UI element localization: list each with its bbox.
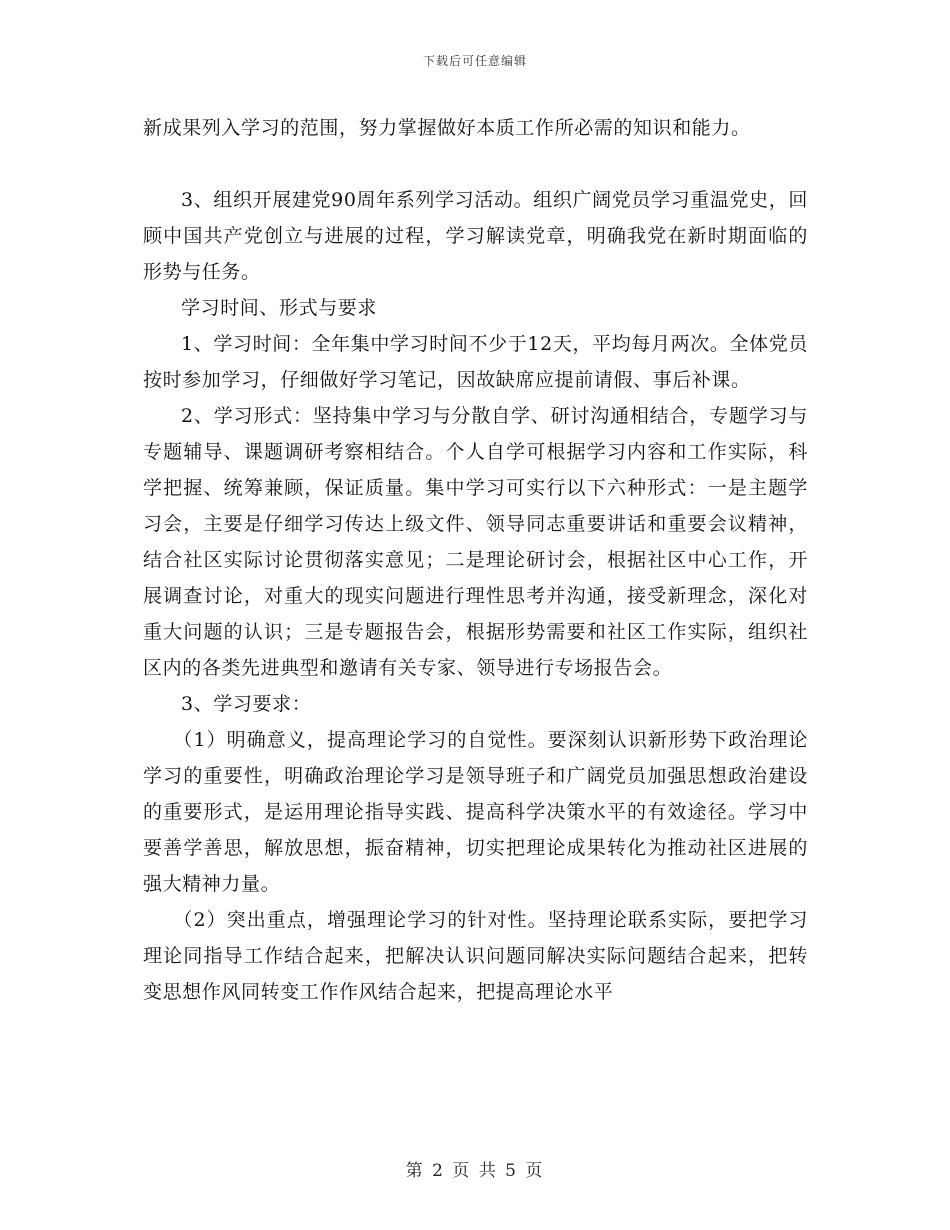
- paragraph-requirement-1: （1）明确意义，提高理论学习的自觉性。要深刻认识新形势下政治理论学习的重要性，明确政治理论学习是领导班子和广阔党员加强思想政治建设的重要形式，是运用理论指导实践、提高科学决策水平的有效途径。学习中要善学善思，解放思想，振奋精神，切实把理论成果转化为推动社区进展的强大精神力量。: [143, 729, 808, 895]
- paragraph-study-form: 2、学习形式：坚持集中学习与分散自学、研讨沟通相结合，专题学习与专题辅导、课题调研考察相结合。个人自学可根据学习内容和工作实际，科学把握、统筹兼顾，保证质量。集中学习可实行以下六种形式：一是主题学习会，主要是仔细学习传达上级文件、领导同志重要讲话和重要会议精神，结合社区实际讨论贯彻落实意见；二是理论研讨会，根据社区中心工作，开展调查讨论，对重大的现实问题进行理性思考并沟通，接受新理念，深化对重大问题的认识；三是专题报告会，根据形势需要和社区工作实际，组织社区内的各类先进典型和邀请有关专家、领导进行专场报告会。: [143, 405, 808, 679]
- paragraph-continuation: 新成果列入学习的范围，努力掌握做好本质工作所必需的知识和能力。: [143, 117, 751, 139]
- paragraph-study-requirements: 3、学习要求：: [181, 693, 312, 715]
- paragraph-item-3-anniversary: 3、组织开展建党90周年系列学习活动。组织广阔党员学习重温党史，回顾中国共产党创立与进展的过程，学习解读党章，明确我党在新时期面临的形势与任务。: [143, 189, 808, 283]
- document-body: [143, 110, 808, 1010]
- paragraph-requirement-2: （2）突出重点，增强理论学习的针对性。坚持理论联系实际，要把学习理论同指导工作结合起来，把解决认识问题同解决实际问题结合起来，把转变思想作风同转变工作作风结合起来，把提高理论水平: [143, 909, 808, 1003]
- page-header-note: 下载后可任意编辑: [422, 54, 527, 68]
- section-heading-study-time-form-requirements: 学习时间、形式与要求: [181, 297, 378, 319]
- page-number-footer: 第 2 页 共 5 页: [405, 1161, 545, 1181]
- paragraph-study-time: 1、学习时间：全年集中学习时间不少于12天，平均每月两次。全体党员按时参加学习，仔细做好学习笔记，因故缺席应提前请假、事后补课。: [143, 333, 808, 391]
